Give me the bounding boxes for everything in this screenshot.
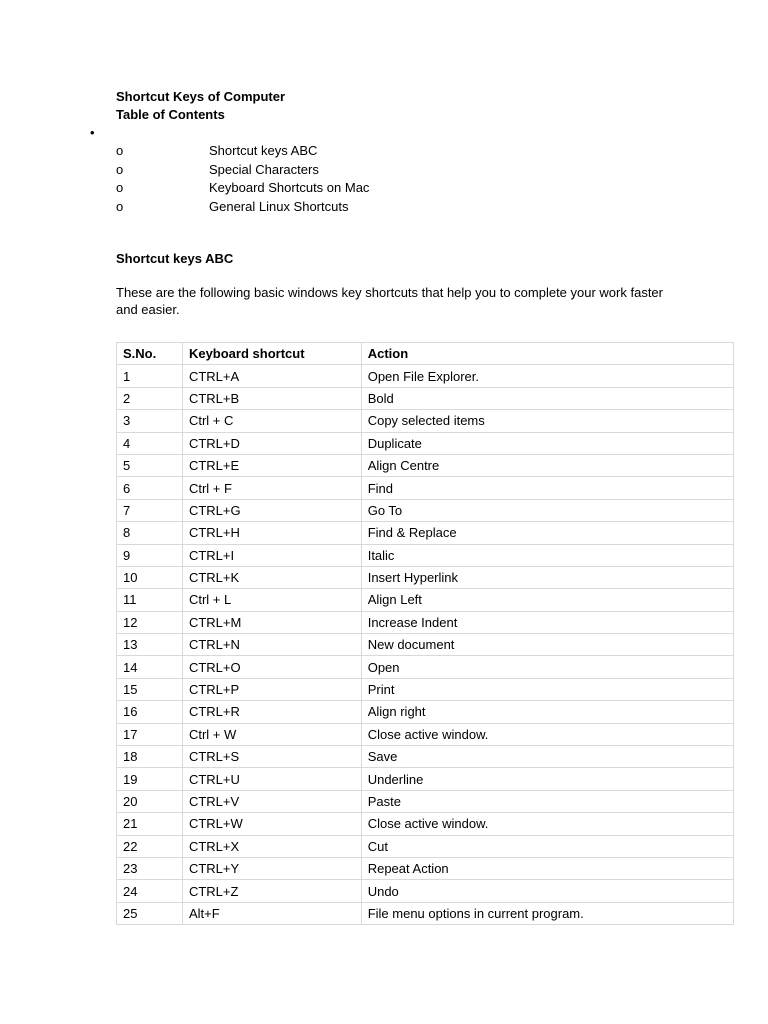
cell-action: Duplicate <box>361 432 733 454</box>
table-row <box>117 522 734 544</box>
cell-action: Go To <box>361 499 733 521</box>
cell-keyboard-shortcut: CTRL+M <box>182 611 361 633</box>
cell-keyboard-shortcut: Alt+F <box>182 902 361 924</box>
cell-action: Italic <box>361 544 733 566</box>
cell-sno: 9 <box>117 544 183 566</box>
cell-keyboard-shortcut: CTRL+X <box>182 835 361 857</box>
cell-sno: 20 <box>117 790 183 812</box>
bullet-marker: • <box>90 125 95 140</box>
cell-action: Align Centre <box>361 454 733 476</box>
cell-action: Undo <box>361 880 733 902</box>
toc-item-text[interactable]: Shortcut keys ABC <box>209 143 318 158</box>
cell-sno: 16 <box>117 701 183 723</box>
cell-keyboard-shortcut: CTRL+B <box>182 387 361 409</box>
document-title: Shortcut Keys of Computer <box>116 89 286 104</box>
cell-keyboard-shortcut: CTRL+Y <box>182 857 361 879</box>
table-row <box>117 790 734 812</box>
header-action: Action <box>361 343 733 365</box>
cell-sno: 8 <box>117 522 183 544</box>
toc-item[interactable] <box>116 198 516 217</box>
toc-item-text[interactable]: Keyboard Shortcuts on Mac <box>209 180 370 196</box>
cell-action: Align right <box>361 701 733 723</box>
cell-action: Insert Hyperlink <box>361 566 733 588</box>
cell-action: Open <box>361 656 733 678</box>
cell-sno: 10 <box>117 566 183 588</box>
cell-keyboard-shortcut: CTRL+R <box>182 701 361 723</box>
cell-keyboard-shortcut: CTRL+N <box>182 634 361 656</box>
cell-sno: 14 <box>117 656 183 678</box>
table-row <box>117 477 734 499</box>
cell-keyboard-shortcut: CTRL+D <box>182 432 361 454</box>
header-keyboard-shortcut: Keyboard shortcut <box>182 343 361 365</box>
cell-action: Open File Explorer. <box>361 365 733 387</box>
cell-sno: 23 <box>117 857 183 879</box>
cell-sno: 18 <box>117 746 183 768</box>
cell-keyboard-shortcut: Ctrl + C <box>182 410 361 432</box>
cell-sno: 1 <box>117 365 183 387</box>
cell-sno: 5 <box>117 454 183 476</box>
cell-keyboard-shortcut: CTRL+G <box>182 499 361 521</box>
cell-sno: 24 <box>117 880 183 902</box>
table-row <box>117 454 734 476</box>
table-row <box>117 813 734 835</box>
cell-action: Paste <box>361 790 733 812</box>
cell-action: Print <box>361 678 733 700</box>
cell-keyboard-shortcut: Ctrl + W <box>182 723 361 745</box>
cell-sno: 3 <box>117 410 183 432</box>
toc-item-marker: o <box>116 199 124 215</box>
intro-paragraph: These are the following basic windows key shortcuts that help you to complete your work faster and easier. <box>116 285 663 317</box>
cell-keyboard-shortcut: Ctrl + L <box>182 589 361 611</box>
table-row <box>117 634 734 656</box>
cell-sno: 7 <box>117 499 183 521</box>
table-row <box>117 857 734 879</box>
cell-sno: 2 <box>117 387 183 409</box>
toc-heading: Table of Contents <box>116 107 225 122</box>
toc-item[interactable] <box>116 142 516 161</box>
table-row <box>117 701 734 723</box>
cell-keyboard-shortcut: CTRL+V <box>182 790 361 812</box>
cell-keyboard-shortcut: CTRL+Z <box>182 880 361 902</box>
cell-sno: 25 <box>117 902 183 924</box>
cell-action: Save <box>361 746 733 768</box>
cell-action: Close active window. <box>361 813 733 835</box>
table-row <box>117 678 734 700</box>
cell-keyboard-shortcut: Ctrl + F <box>182 477 361 499</box>
table-row <box>117 611 734 633</box>
shortcut-table <box>116 342 734 925</box>
cell-sno: 15 <box>117 678 183 700</box>
table-row <box>117 432 734 454</box>
table-row <box>117 746 734 768</box>
table-row <box>117 589 734 611</box>
cell-action: Find & Replace <box>361 522 733 544</box>
cell-keyboard-shortcut: CTRL+W <box>182 813 361 835</box>
table-row <box>117 656 734 678</box>
cell-keyboard-shortcut: CTRL+A <box>182 365 361 387</box>
toc-item-text[interactable]: General Linux Shortcuts <box>209 199 349 215</box>
cell-action: Bold <box>361 387 733 409</box>
cell-sno: 19 <box>117 768 183 790</box>
cell-keyboard-shortcut: CTRL+E <box>182 454 361 476</box>
table-row <box>117 835 734 857</box>
cell-keyboard-shortcut: CTRL+H <box>182 522 361 544</box>
section-heading: Shortcut keys ABC <box>116 251 234 266</box>
table-header-row <box>117 343 734 365</box>
cell-action: Increase Indent <box>361 611 733 633</box>
toc-item[interactable] <box>116 179 516 198</box>
cell-sno: 13 <box>117 634 183 656</box>
cell-sno: 12 <box>117 611 183 633</box>
cell-sno: 6 <box>117 477 183 499</box>
cell-keyboard-shortcut: CTRL+S <box>182 746 361 768</box>
cell-keyboard-shortcut: CTRL+I <box>182 544 361 566</box>
cell-sno: 21 <box>117 813 183 835</box>
cell-sno: 4 <box>117 432 183 454</box>
toc-item-marker: o <box>116 143 124 158</box>
cell-action: Underline <box>361 768 733 790</box>
table-row <box>117 544 734 566</box>
cell-action: Close active window. <box>361 723 733 745</box>
table-body <box>117 365 734 925</box>
table-row <box>117 768 734 790</box>
cell-action: Cut <box>361 835 733 857</box>
cell-sno: 22 <box>117 835 183 857</box>
cell-keyboard-shortcut: CTRL+K <box>182 566 361 588</box>
table-row <box>117 365 734 387</box>
cell-action: Find <box>361 477 733 499</box>
table-row <box>117 387 734 409</box>
cell-action: Copy selected items <box>361 410 733 432</box>
table-row <box>117 902 734 924</box>
toc-item-text[interactable]: Special Characters <box>209 161 319 177</box>
cell-sno: 11 <box>117 589 183 611</box>
cell-sno: 17 <box>117 723 183 745</box>
cell-keyboard-shortcut: CTRL+U <box>182 768 361 790</box>
cell-action: New document <box>361 634 733 656</box>
cell-keyboard-shortcut: CTRL+O <box>182 656 361 678</box>
header-sno: S.No. <box>117 343 183 365</box>
table-row <box>117 566 734 588</box>
table-row <box>117 880 734 902</box>
table-row <box>117 723 734 745</box>
table-row <box>117 410 734 432</box>
cell-action: Repeat Action <box>361 857 733 879</box>
toc-item-marker: o <box>116 161 124 177</box>
cell-action: File menu options in current program. <box>361 902 733 924</box>
toc-item-marker: o <box>116 180 124 196</box>
cell-action: Align Left <box>361 589 733 611</box>
cell-keyboard-shortcut: CTRL+P <box>182 678 361 700</box>
table-row <box>117 499 734 521</box>
toc-list <box>116 142 516 217</box>
toc-item[interactable] <box>116 161 516 180</box>
